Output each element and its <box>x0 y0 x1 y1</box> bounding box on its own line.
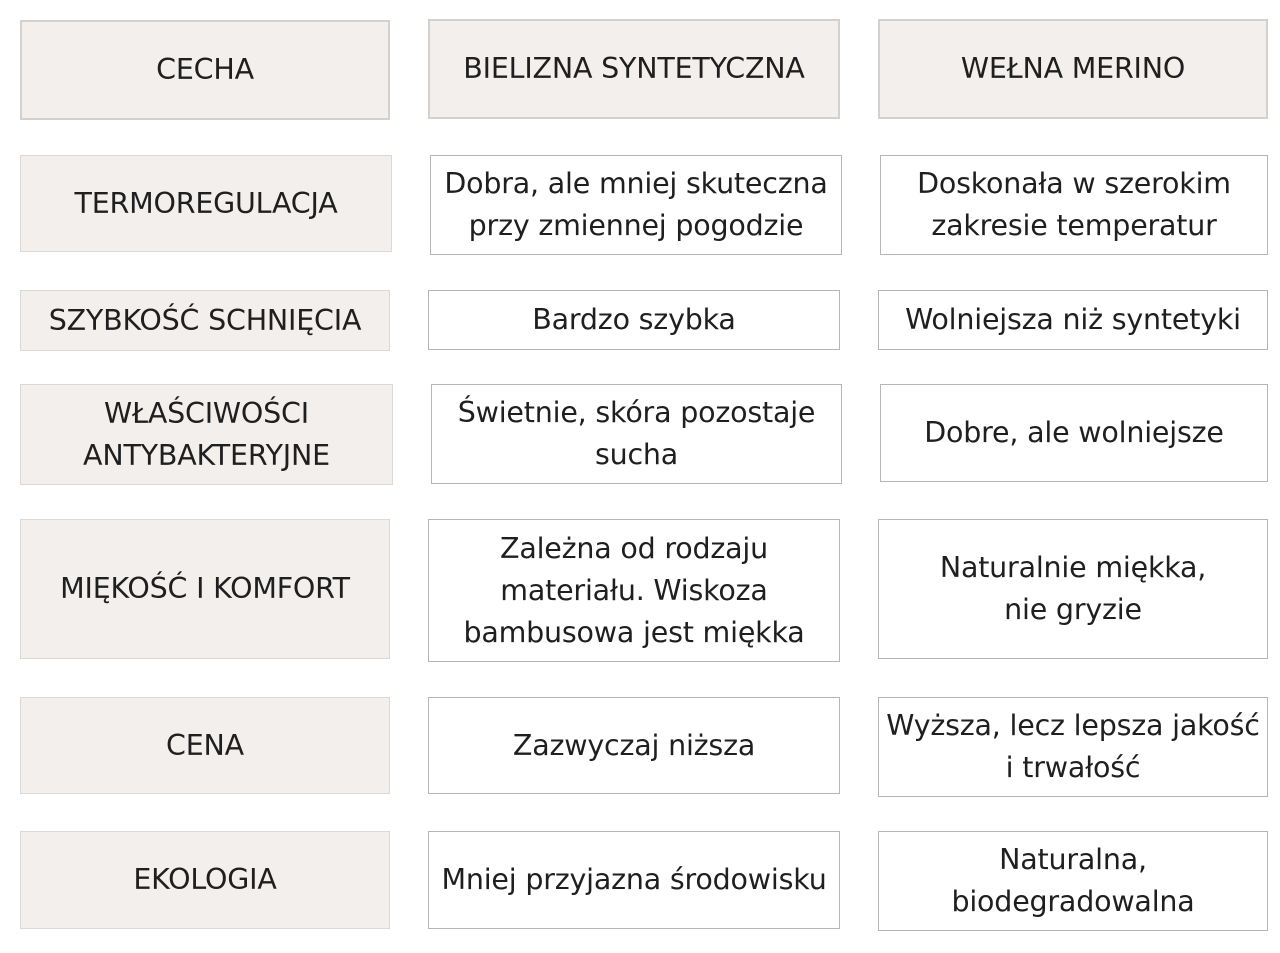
row-synthetic-cell <box>428 697 840 794</box>
row-merino-cell <box>878 831 1268 931</box>
row-merino-value: Dobre, ale wolniejsze <box>924 416 1224 449</box>
row-synthetic-value: Zależna od rodzaju materiału. Wiskoza bambusowa jest miękka <box>463 531 805 649</box>
row-merino-cell <box>878 290 1268 350</box>
row-feature-cell <box>20 155 392 252</box>
row-synthetic-value: Dobra, ale mniej skuteczna przy zmiennej pogodzie <box>444 167 828 242</box>
row-merino-value: Naturalna, biodegradowalna <box>951 843 1195 918</box>
row-feature-label: EKOLOGIA <box>133 863 277 896</box>
row-feature-label: TERMOREGULACJA <box>74 186 338 220</box>
row-feature-cell <box>20 697 390 794</box>
header-synthetic-label: BIELIZNA SYNTETYCZNA <box>463 52 805 85</box>
row-feature-label: SZYBKOŚĆ SCHNIĘCIA <box>48 303 362 337</box>
row-merino-cell <box>880 384 1268 482</box>
row-merino-cell <box>878 519 1268 659</box>
row-merino-value: Naturalnie miękka, nie gryzie <box>939 551 1207 626</box>
row-synthetic-cell <box>428 519 840 662</box>
row-feature-cell <box>20 519 390 659</box>
row-merino-value: Wolniejsza niż syntetyki <box>905 303 1241 336</box>
row-feature-label: CENA <box>166 728 244 762</box>
row-synthetic-cell <box>430 155 842 255</box>
row-synthetic-value: Bardzo szybka <box>532 303 736 336</box>
row-merino-value: Wyższa, lecz lepsza jakość i trwałość <box>886 709 1260 784</box>
header-feature-label: CECHA <box>156 53 254 86</box>
header-merino-cell <box>878 19 1268 119</box>
header-synthetic-cell <box>428 19 840 119</box>
row-feature-cell <box>20 290 390 351</box>
row-feature-label: WŁAŚCIWOŚCI ANTYBAKTERYJNE <box>83 396 330 472</box>
row-feature-cell <box>20 831 390 929</box>
row-synthetic-value: Zazwyczaj niższa <box>512 728 756 762</box>
row-synthetic-cell <box>428 831 840 929</box>
row-feature-label: MIĘKOŚĆ I KOMFORT <box>60 572 350 605</box>
row-feature-cell <box>20 384 393 485</box>
header-feature-cell <box>20 20 390 120</box>
row-synthetic-cell <box>431 384 842 484</box>
row-synthetic-value: Mniej przyjazna środowisku <box>441 863 827 896</box>
row-merino-cell <box>880 155 1268 255</box>
row-synthetic-value: Świetnie, skóra pozostaje sucha <box>457 396 816 471</box>
row-synthetic-cell <box>428 290 840 350</box>
row-merino-cell <box>878 697 1268 797</box>
row-merino-value: Doskonała w szerokim zakresie temperatur <box>917 167 1231 242</box>
header-merino-label: WEŁNA MERINO <box>960 52 1186 85</box>
